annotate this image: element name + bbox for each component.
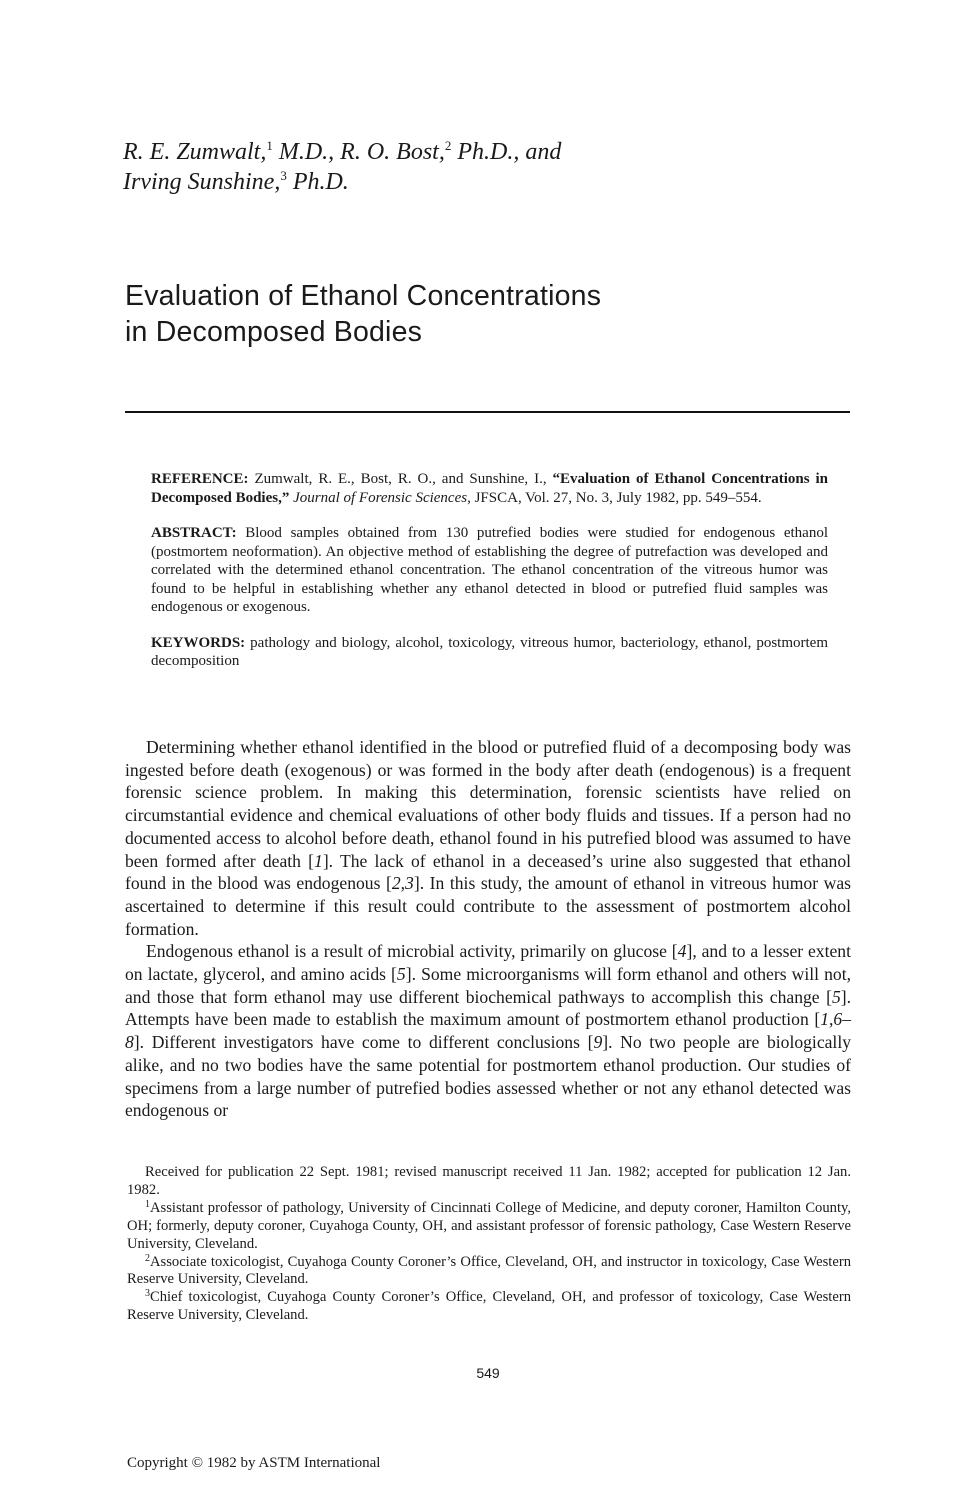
copyright-notice: Copyright © 1982 by ASTM International [127,1455,381,1471]
citation-ref: 1 [314,850,323,871]
body-text-run: ]. The lack of ethanol in a deceased’s urine also suggested that ethanol found in the blood was endogenous [ [125,850,852,894]
body-text [125,736,851,1122]
author-degree: M.D., [278,139,335,165]
footnote [127,1254,851,1290]
reference-block [151,470,828,507]
body-text-run: ]. No two people are biologically alike, and no two bodies have the same potential for postmortem ethanol production. Our studies of specimens from a large number of putrefied bodies assessed whether or not any ethanol detected was endogenous or [125,1032,852,1121]
footnote-marker: 3 [280,168,287,183]
body-text-run: ]. Attempts have been made to establish the maximum amount of postmortem ethanol production [ [125,986,851,1030]
citation-ref: 5 [831,986,841,1007]
citation-ref: 2,3 [391,873,414,894]
footnote-text: Assistant professor of pathology, University of Cincinnati College of Medicine, and deputy coroner, Hamilton County, OH; formerly, deputy coroner, Cuyahoga County, OH, and assistant professor of forensic pathology, Case Western Reserve University, Cleveland. [127,1199,851,1252]
page-number: 549 [476,1365,500,1381]
reference-label: REFERENCE: [151,471,249,487]
citation-ref: 9 [593,1032,603,1053]
footnote [127,1289,851,1325]
keywords-label: KEYWORDS: [151,634,246,651]
footnote [127,1200,851,1254]
reference-journal: Journal of Forensic Sciences, [293,489,471,506]
reference-article-title: “Evaluation of Ethanol Concentrations in Decomposed Bodies,” [151,471,829,506]
body-text-run: Determining whether ethanol identified in the blood or putrefied fluid of a decomposing body was ingested before death (exogenous) or was formed in the body after death (endogenous) is a frequent forensic science problem. In making this determination, forensic scientists have relied on circumstantial evidence and chemical evaluations of other body fluids and tissues. If a person had no documented access to alcohol before death, ethanol found in his putrefied blood was assumed to have been formed after death [ [125,737,851,871]
footnote-marker: 3 [145,1288,150,1300]
keywords-text: pathology and biology, alcohol, toxicology, vitreous humor, bacteriology, ethanol, postmortem decomposition [151,634,829,669]
reference-authors: Zumwalt, R. E., Bost, R. O., and Sunshine, I., [254,471,547,487]
body-text-run: Endogenous ethanol is a result of microbial activity, primarily on glucose [ [146,941,678,962]
abstract-text: Blood samples obtained from 130 putrefied bodies were studied for endogenous ethanol (postmortem neoformation). An objective method of establishing the degree of putrefaction was developed and correlated with the determined ethanol concentration. The ethanol concentration of the vitreous humor was found to be helpful in establishing whether any ethanol detected in blood or putrefied fluid samples was endogenous or exogenous. [151,525,828,615]
footnote-text: Associate toxicologist, Cuyahoga County Coroner’s Office, Cleveland, OH, and instructor in toxicology, Case Western Reserve University, Cleveland. [127,1253,851,1288]
reference-citation: JFSCA, Vol. 27, No. 3, July 1982, pp. 549–554. [474,489,762,506]
author-degree: Ph.D., and [457,139,562,165]
body-paragraph [125,940,851,1122]
abstract-block [151,524,828,617]
author-name: R. E. Zumwalt, [123,139,267,165]
author-name: Irving Sunshine, [123,169,281,195]
front-matter [151,470,828,688]
keywords-block [151,634,828,671]
title-divider [125,411,850,413]
footnote-marker: 2 [145,1252,150,1264]
author-name: R. O. Bost, [340,139,445,165]
title-line: Evaluation of Ethanol Concentrations [125,280,602,312]
body-text-run: ]. In this study, the amount of ethanol in vitreous humor was ascertained to determine if this result could contribute to the assessment of postmortem alcohol formation. [125,873,851,939]
footnote-marker: 1 [266,138,273,153]
body-text-run: ]. Different investigators have come to different conclusions [ [133,1032,594,1053]
article-title [125,278,825,350]
citation-ref: 5 [396,964,406,985]
abstract-label: ABSTRACT: [151,525,237,541]
footnotes [127,1164,851,1325]
author-degree: Ph.D. [292,169,349,195]
footnote-marker: 1 [145,1198,150,1210]
citation-ref: 1,6–8 [125,1009,851,1053]
citation-ref: 4 [677,941,687,962]
footnote-text: Chief toxicologist, Cuyahoga County Coroner’s Office, Cleveland, OH, and professor of toxicology, Case Western Reserve University, Cleveland. [127,1289,851,1324]
body-text-run: ], and to a lesser extent on lactate, glycerol, and amino acids [ [125,941,851,985]
footnote-marker: 2 [444,138,452,153]
received-note: Received for publication 22 Sept. 1981; revised manuscript received 11 Jan. 1982; accepted for publication 12 Jan. 1982. [127,1164,851,1198]
title-line: in Decomposed Bodies [125,316,423,348]
body-text-run: ]. Some microorganisms will form ethanol and others will not, and those that form ethanol may use different biochemical pathways to accomplish this change [ [125,964,851,1007]
author-list [123,137,823,197]
body-paragraph [125,736,851,940]
